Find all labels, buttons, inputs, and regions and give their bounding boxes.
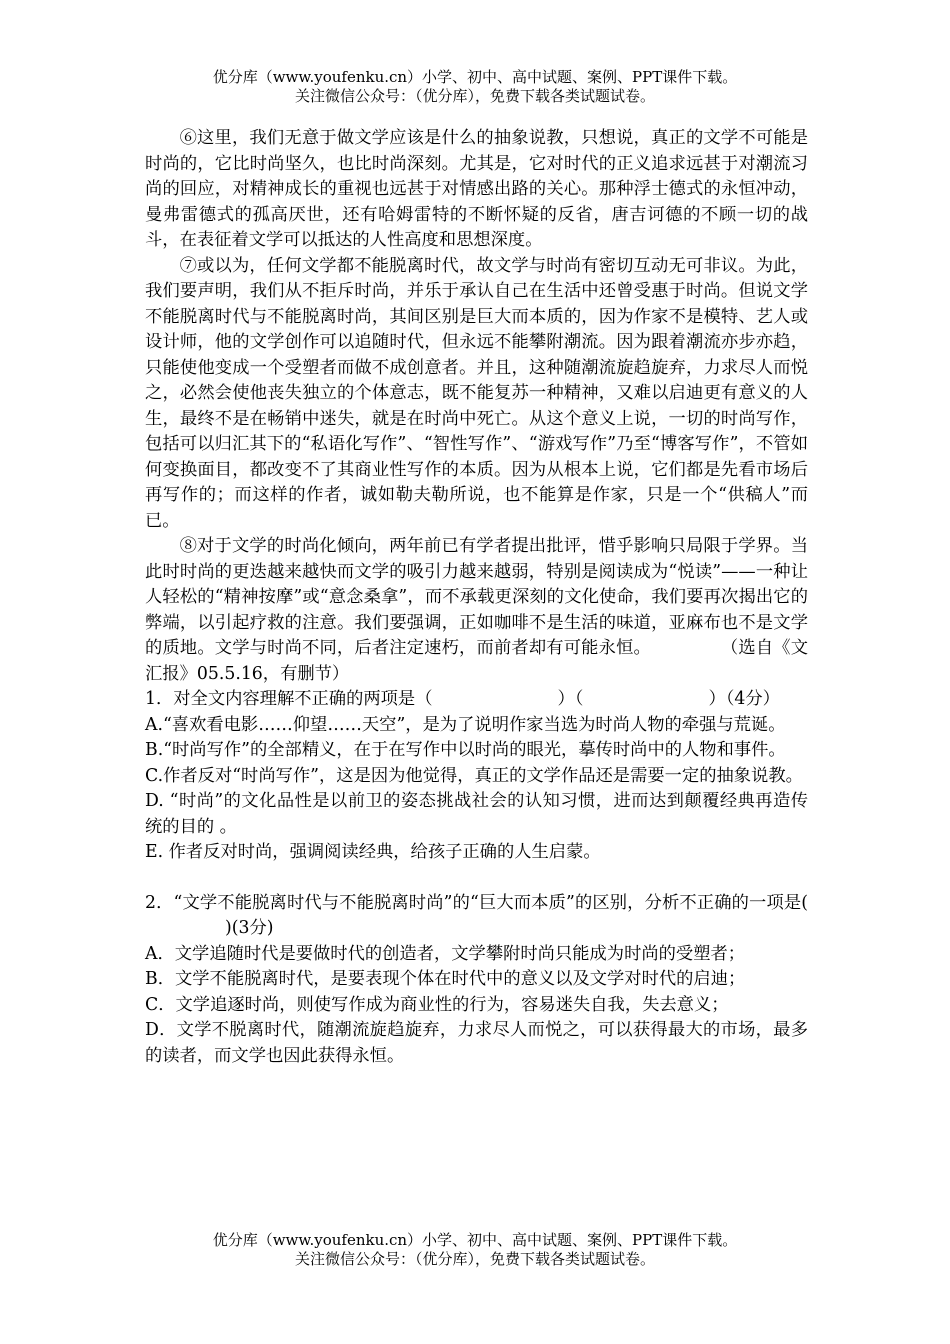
q2-option-c: C．文学追逐时尚，则使写作成为商业性的行为，容易迷失自我，失去意义； bbox=[145, 994, 729, 1015]
article-source: （选自《文汇报》05.5.16，有删节） bbox=[145, 638, 809, 684]
q1-option-a: A.“喜欢看电影……仰望……天空”，是为了说明作家当选为时尚人物的牵强与荒诞。 bbox=[145, 714, 786, 735]
q2-option-a: A．文学追随时代是要做时代的创造者，文学攀附时尚只能成为时尚的受塑者； bbox=[145, 943, 746, 964]
question-1 bbox=[145, 687, 808, 866]
q2-option-d: D．文学不脱离时代，随潮流旋趋旋弃，力求尽人而悦之，可以获得最大的市场，最多的读者，而文学也因此获得永恒。 bbox=[145, 1020, 808, 1066]
footer-line-2: 关注微信公众号：（优分库），免费下载各类试题试卷。 bbox=[294, 1250, 655, 1268]
q1-option-c: C.作者反对“时尚写作”，这是因为他觉得，真正的文学作品还是需要一定的抽象说教。 bbox=[145, 765, 803, 786]
question-1-stem: 1．对全文内容理解不正确的两项是（ ）（ ）（4分） bbox=[145, 689, 780, 709]
q1-option-e: E. 作者反对时尚，强调阅读经典，给孩子正确的人生启蒙。 bbox=[145, 842, 601, 862]
spacer bbox=[145, 866, 808, 891]
paragraph-6: ⑥这里，我们无意于做文学应该是什么的抽象说教，只想说，真正的文学不可能是时尚的，它比时尚坚久，也比时尚深刻。尤其是，它对时代的正义追求远甚于对潮流习尚的回应，对精神成长的重视也远甚于对情感出路的关心。那种浮士德式的永恒冲动，曼弗雷德式的孤高厌世，还有哈姆雷特的不断怀疑的反省，唐吉诃德的不顾一切的战斗，在表征着文学可以抵达的人性高度和思想深度。 bbox=[145, 128, 808, 250]
question-2-stem bbox=[145, 891, 808, 942]
q1-option-b: B.“时尚写作”的全部精义，在于在写作中以时尚的眼光，摹传时尚中的人物和事件。 bbox=[145, 740, 786, 760]
document-body bbox=[145, 126, 808, 1069]
paragraph-8 bbox=[145, 534, 808, 687]
footer-line-1: 优分库（www.youfenku.cn）小学、初中、高中试题、案例、PPT课件下载。 bbox=[212, 1231, 738, 1249]
question-2-score: )(3分) bbox=[225, 918, 274, 938]
question-1-stem-text: 1．对全文内容理解不正确的两项是 bbox=[145, 689, 416, 709]
q1-option-d: D. “时尚”的文化品性是以前卫的姿态挑战社会的认知习惯，进而达到颠覆经典再造传统的目的 。 bbox=[145, 791, 808, 837]
header-line-2: 关注微信公众号：（优分库），免费下载各类试题试卷。 bbox=[294, 87, 655, 105]
header-line-1: 优分库（www.youfenku.cn）小学、初中、高中试题、案例、PPT课件下载。 bbox=[212, 68, 738, 86]
page-header bbox=[0, 68, 950, 106]
question-2 bbox=[145, 891, 808, 1070]
question-1-score: （4分） bbox=[725, 689, 780, 709]
question-2-stem-text: 2．“文学不能脱离时代与不能脱离时尚”的“巨大而本质”的区别，分析不正确的一项是( bbox=[145, 892, 808, 913]
page-footer bbox=[0, 1231, 950, 1269]
paragraph-8-text: ⑧对于文学的时尚化倾向，两年前已有学者提出批评，惜乎影响只局限于学界。当此时时尚的更迭越来越快而文学的吸引力越来越弱，特别是阅读成为“悦读”——一种让人轻松的“精神按摩”或“意念桑拿”，而不承载更深刻的文化使命，我们要再次揭出它的弊端，以引起疗救的注意。我们要强调，正如咖啡不是生活的味道，亚麻布也不是文学的质地。文学与时尚不同，后者注定速朽，而前者却有可能永恒。 bbox=[145, 536, 808, 658]
paragraph-7: ⑦或以为，任何文学都不能脱离时代，故文学与时尚有密切互动无可非议。为此，我们要声明，我们从不拒斥时尚，并乐于承认自己在生活中还曾受惠于时尚。但说文学不能脱离时代与不能脱离时尚，其间区别是巨大而本质的，因为作家不是模特、艺人或设计师，他的文学创作可以追随时代，但永远不能攀附潮流。因为跟着潮流亦步亦趋，只能使他变成一个受塑者而做不成创意者。并且，这种随潮流旋趋旋弃，力求尽人而悦之，必然会使他丧失独立的个体意志，既不能复苏一种精神，又难以启迪更有意义的人生，最终不是在畅销中迷失，就是在时尚中死亡。从这个意义上说，一切的时尚写作，包括可以归汇其下的“私语化写作”、“智性写作”、“游戏写作”乃至“博客写作”，不管如何变换面目，都改变不了其商业性写作的本质。因为从根本上说，它们都是先看市场后再写作的；而这样的作者，诚如勒夫勒所说，也不能算是作家，只是一个“供稿人”而已。 bbox=[145, 255, 808, 531]
q2-option-b: B．文学不能脱离时代，是要表现个体在时代中的意义以及文学对时代的启迪； bbox=[145, 969, 746, 989]
